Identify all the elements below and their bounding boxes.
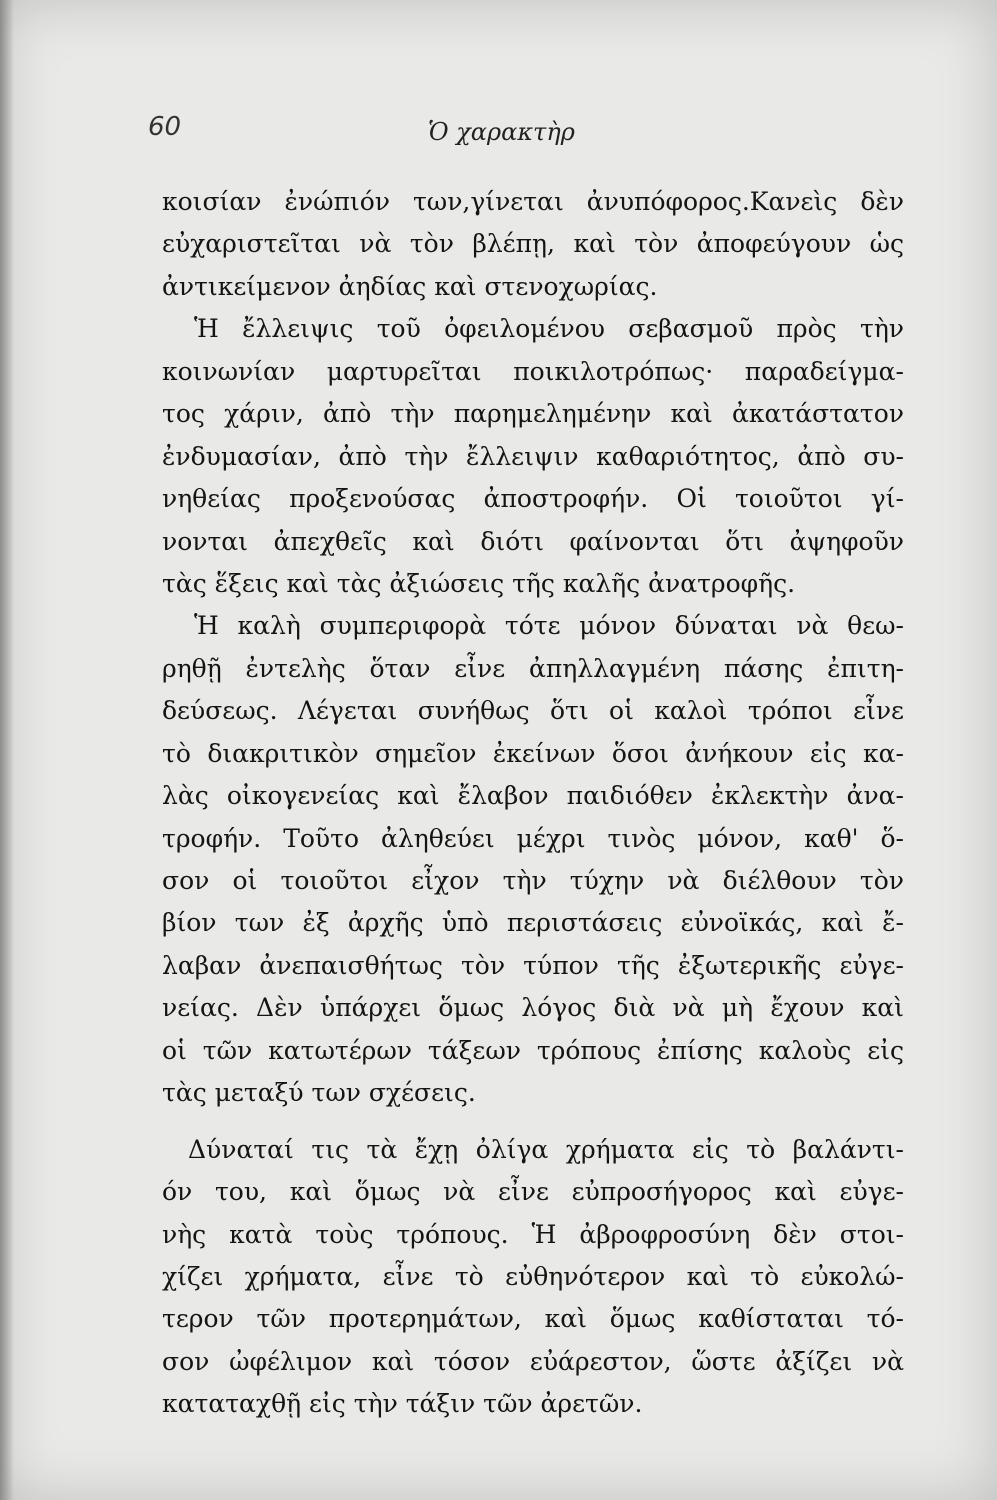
text-line: Ἡ ἔλλειψις τοῦ ὀφειλομένου σεβασμοῦ πρὸς τὴν xyxy=(194,314,904,344)
running-title: Ὁ χαρακτὴρ xyxy=(428,118,575,146)
text-line: βίον των ἐξ ἀρχῆς ὑπὸ περιστάσεις εὐνοϊκάς, καὶ ἔ- xyxy=(162,908,904,938)
text-line: λὰς οἰκογενείας καὶ ἔλαβον παιδιόθεν ἐκλεκτὴν ἀνα- xyxy=(162,781,904,811)
page-binding-shadow xyxy=(0,0,14,1500)
body-text xyxy=(162,181,904,1426)
text-line: νὴς κατὰ τοὺς τρόπους. Ἡ ἀβροφροσύνη δὲν στοι- xyxy=(162,1219,904,1249)
text-line: οἱ τῶν κατωτέρων τάξεων τρόπους ἐπίσης καλοὺς εἰς xyxy=(162,1035,904,1065)
text-line: τὸ διακριτικὸν σημεῖον ἐκείνων ὅσοι ἀνήκουν εἰς κα- xyxy=(162,738,904,768)
text-line: τροφήν. Τοῦτο ἀληθεύει μέχρι τινὸς μόνον, καθ' ὅ- xyxy=(162,823,904,853)
text-line: τὰς ἕξεις καὶ τὰς ἀξιώσεις τῆς καλῆς ἀνατροφῆς. xyxy=(162,568,796,598)
text-line: τὰς μεταξύ των σχέσεις. xyxy=(162,1078,476,1108)
text-line: ρηθῇ ἐντελὴς ὅταν εἶνε ἀπηλλαγμένη πάσης ἐπιτη- xyxy=(162,653,904,683)
text-line: σον ὠφέλιμον καὶ τόσον εὐάρεστον, ὥστε ἀξίζει νὰ xyxy=(162,1346,904,1376)
text-line: Δύναταί τις τὰ ἔχῃ ὀλίγα χρήματα εἰς τὸ βαλάντι- xyxy=(188,1134,904,1164)
text-line: εὐχαριστεῖται νὰ τὸν βλέπῃ, καὶ τὸν ἀποφεύγουν ὡς xyxy=(162,229,904,259)
paragraph-gap xyxy=(162,1115,904,1129)
text-line: χίζει χρήματα, εἶνε τὸ εὐθηνότερον καὶ τὸ εὐκολώ- xyxy=(162,1261,904,1291)
text-line: σον οἱ τοιοῦτοι εἶχον τὴν τύχην νὰ διέλθουν τὸν xyxy=(162,866,904,895)
text-line: λαβαν ἀνεπαισθήτως τὸν τύπον τῆς ἐξωτερικῆς εὐγε- xyxy=(162,950,904,980)
text-line: ἀντικείμενον ἀηδίας καὶ στενοχωρίας. xyxy=(162,271,658,301)
text-line: νηθείας προξενούσας ἀποστροφήν. Οἱ τοιοῦτοι γί- xyxy=(162,484,904,514)
text-line: κοισίαν ἐνώπιόν των,γίνεται ἀνυπόφορος.Κανεὶς δὲν xyxy=(162,187,904,216)
text-line: καταταχθῇ εἰς τὴν τάξιν τῶν ἀρετῶν. xyxy=(162,1389,643,1419)
text-line: ἐνδυμασίαν, ἀπὸ τὴν ἔλλειψιν καθαριότητος, ἀπὸ συ- xyxy=(162,441,904,471)
text-line: τος χάριν, ἀπὸ τὴν παρημελημένην καὶ ἀκατάστατον xyxy=(162,399,904,429)
text-line: νονται ἀπεχθεῖς καὶ διότι φαίνονται ὅτι ἀψηφοῦν xyxy=(162,526,904,556)
text-line: όν του, καὶ ὅμως νὰ εἶνε εὐπροσήγορος καὶ εὐγε- xyxy=(162,1177,904,1207)
text-line: τερον τῶν προτερημάτων, καὶ ὅμως καθίσταται τό- xyxy=(162,1304,904,1334)
text-line: δεύσεως. Λέγεται συνήθως ὅτι οἱ καλοὶ τρόποι εἶνε xyxy=(162,696,904,726)
text-line: κοινωνίαν μαρτυρεῖται ποικιλοτρόπως· παραδείγμα- xyxy=(162,356,904,386)
text-line: Ἡ καλὴ συμπεριφορὰ τότε μόνον δύναται νὰ θεω- xyxy=(194,611,904,641)
page-number: 60 xyxy=(148,112,182,142)
text-line: νείας. Δὲν ὑπάρχει ὅμως λόγος διὰ νὰ μὴ ἔχουν καὶ xyxy=(162,993,904,1023)
